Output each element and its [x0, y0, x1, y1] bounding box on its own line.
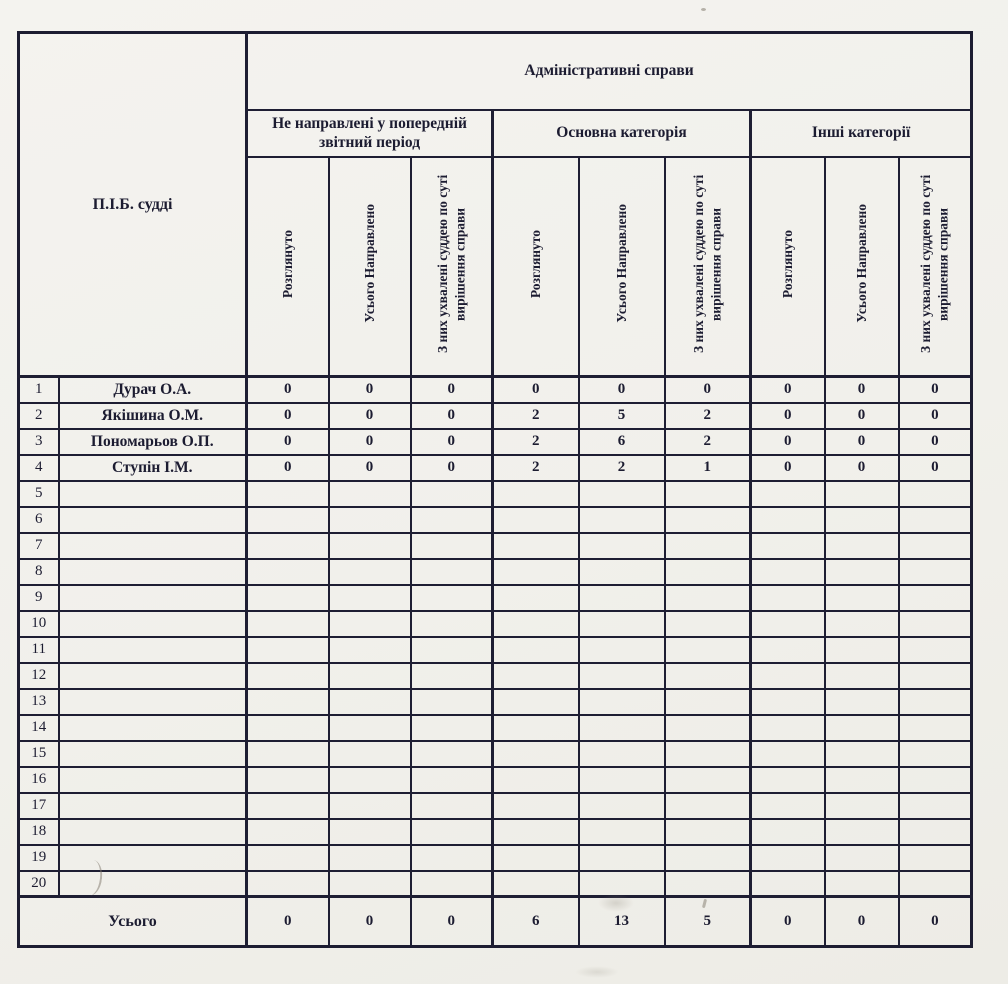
value-cell: [247, 793, 329, 819]
subcolumn-header: [493, 157, 579, 377]
value-cell: [411, 715, 493, 741]
value-cell: [899, 481, 972, 507]
value-cell: 0: [751, 403, 825, 429]
group-header-1: Не направлені у попередній звітний період: [247, 110, 493, 157]
row-number: 5: [19, 481, 59, 507]
value-cell: [825, 845, 899, 871]
scan-speck: [701, 8, 706, 11]
value-cell: [825, 715, 899, 741]
value-cell: [247, 533, 329, 559]
value-cell: 0: [899, 377, 972, 403]
value-cell: [665, 507, 751, 533]
value-cell: 0: [411, 429, 493, 455]
value-cell: [665, 663, 751, 689]
table-row: [19, 637, 972, 663]
judge-name: Дурач О.А.: [59, 377, 247, 403]
value-cell: [825, 689, 899, 715]
value-cell: [247, 481, 329, 507]
value-cell: [665, 767, 751, 793]
value-cell: [329, 741, 411, 767]
value-cell: [665, 845, 751, 871]
judge-name: Ступін І.М.: [59, 455, 247, 481]
row-number: 1: [19, 377, 59, 403]
subcolumn-header-label: З них ухвалені суддею по суті вирішення справи: [690, 174, 724, 353]
value-cell: 0: [247, 455, 329, 481]
group-header-2: Основна категорія: [493, 110, 751, 157]
table-row: [19, 845, 972, 871]
value-cell: [665, 585, 751, 611]
value-cell: [493, 767, 579, 793]
value-cell: [751, 845, 825, 871]
value-cell: [493, 663, 579, 689]
subcolumn-header-label: Усього Направлено: [361, 204, 377, 324]
value-cell: [899, 689, 972, 715]
value-cell: [493, 533, 579, 559]
judge-name: [59, 611, 247, 637]
value-cell: [825, 585, 899, 611]
scan-smudge-bottom: [575, 966, 619, 978]
subcolumn-header: [665, 157, 751, 377]
row-number: 16: [19, 767, 59, 793]
value-cell: [665, 741, 751, 767]
table-row: [19, 377, 972, 403]
row-number: 18: [19, 819, 59, 845]
row-number: 14: [19, 715, 59, 741]
table-row: [19, 663, 972, 689]
value-cell: [247, 871, 329, 897]
value-cell: [579, 845, 665, 871]
judge-name: Якішина О.М.: [59, 403, 247, 429]
value-cell: [411, 611, 493, 637]
value-cell: 0: [411, 403, 493, 429]
judge-name: [59, 715, 247, 741]
value-cell: 0: [899, 429, 972, 455]
table-row: [19, 455, 972, 481]
value-cell: [411, 793, 493, 819]
value-cell: [329, 663, 411, 689]
value-cell: [411, 481, 493, 507]
value-cell: [751, 741, 825, 767]
value-cell: 0: [329, 455, 411, 481]
value-cell: 2: [493, 403, 579, 429]
total-value-cell: 0: [247, 897, 329, 947]
value-cell: [493, 689, 579, 715]
value-cell: [665, 481, 751, 507]
row-number: 20: [19, 871, 59, 897]
value-cell: [411, 637, 493, 663]
table-row: [19, 429, 972, 455]
court-statistics-table: [17, 31, 973, 948]
value-cell: 0: [411, 455, 493, 481]
subcolumn-header-label: З них ухвалені суддею по суті вирішення справи: [434, 174, 468, 353]
value-cell: [899, 871, 972, 897]
value-cell: [411, 767, 493, 793]
table-row: [19, 689, 972, 715]
value-cell: [329, 481, 411, 507]
value-cell: 2: [665, 429, 751, 455]
row-number: 13: [19, 689, 59, 715]
value-cell: [329, 637, 411, 663]
value-cell: [247, 819, 329, 845]
value-cell: [899, 819, 972, 845]
value-cell: [493, 507, 579, 533]
value-cell: 0: [899, 403, 972, 429]
judge-name: [59, 663, 247, 689]
row-number: 17: [19, 793, 59, 819]
judge-name: [59, 637, 247, 663]
value-cell: 0: [247, 403, 329, 429]
subcolumn-header: [899, 157, 972, 377]
judge-name: [59, 819, 247, 845]
value-cell: 0: [825, 377, 899, 403]
total-row: [19, 897, 972, 947]
total-label: Усього: [19, 897, 247, 947]
table-row: [19, 507, 972, 533]
row-number: 12: [19, 663, 59, 689]
value-cell: [665, 871, 751, 897]
value-cell: 5: [579, 403, 665, 429]
value-cell: [579, 481, 665, 507]
value-cell: [665, 819, 751, 845]
value-cell: [579, 507, 665, 533]
row-number: 19: [19, 845, 59, 871]
value-cell: [751, 559, 825, 585]
table-row: [19, 793, 972, 819]
row-number: 6: [19, 507, 59, 533]
value-cell: [579, 767, 665, 793]
value-cell: [899, 507, 972, 533]
header-row-title: [19, 33, 972, 110]
value-cell: [825, 559, 899, 585]
row-number: 8: [19, 559, 59, 585]
value-cell: [493, 585, 579, 611]
value-cell: [579, 559, 665, 585]
value-cell: [579, 741, 665, 767]
value-cell: [751, 611, 825, 637]
value-cell: [825, 533, 899, 559]
total-value-cell: 5: [665, 897, 751, 947]
table-title: Адміністративні справи: [247, 33, 972, 110]
row-number: 3: [19, 429, 59, 455]
table-row: [19, 611, 972, 637]
judge-name: [59, 559, 247, 585]
row-number: 10: [19, 611, 59, 637]
value-cell: [579, 715, 665, 741]
row-number: 2: [19, 403, 59, 429]
value-cell: [825, 871, 899, 897]
value-cell: [247, 741, 329, 767]
value-cell: [493, 611, 579, 637]
value-cell: 6: [579, 429, 665, 455]
subcolumn-header: [579, 157, 665, 377]
value-cell: 0: [329, 403, 411, 429]
value-cell: [751, 481, 825, 507]
table-row: [19, 481, 972, 507]
value-cell: [493, 715, 579, 741]
value-cell: [899, 611, 972, 637]
total-value-cell: 0: [751, 897, 825, 947]
value-cell: [579, 793, 665, 819]
table-row: [19, 871, 972, 897]
judge-name: [59, 767, 247, 793]
judge-name: [59, 793, 247, 819]
value-cell: [247, 559, 329, 585]
value-cell: [247, 507, 329, 533]
value-cell: [247, 585, 329, 611]
value-cell: [247, 611, 329, 637]
value-cell: [751, 663, 825, 689]
table-row: [19, 403, 972, 429]
value-cell: [247, 637, 329, 663]
value-cell: 0: [329, 429, 411, 455]
total-value-cell: 0: [899, 897, 972, 947]
value-cell: [247, 663, 329, 689]
value-cell: 0: [825, 403, 899, 429]
subcolumn-header: [411, 157, 493, 377]
value-cell: [329, 819, 411, 845]
value-cell: [579, 689, 665, 715]
subcolumn-header-label: Усього Направлено: [853, 204, 869, 324]
value-cell: [899, 715, 972, 741]
value-cell: [751, 819, 825, 845]
value-cell: [329, 871, 411, 897]
value-cell: [579, 611, 665, 637]
row-number: 4: [19, 455, 59, 481]
value-cell: [329, 767, 411, 793]
value-cell: [411, 871, 493, 897]
value-cell: [411, 819, 493, 845]
table-row: [19, 767, 972, 793]
value-cell: [899, 663, 972, 689]
value-cell: [493, 637, 579, 663]
row-number: 11: [19, 637, 59, 663]
value-cell: 0: [493, 377, 579, 403]
value-cell: [825, 793, 899, 819]
value-cell: [665, 637, 751, 663]
subcolumn-header-label: Розглянуто: [279, 229, 295, 298]
value-cell: [899, 637, 972, 663]
value-cell: [751, 715, 825, 741]
subcolumn-header-label: Усього Направлено: [613, 204, 629, 324]
value-cell: [579, 637, 665, 663]
value-cell: [899, 559, 972, 585]
subcolumn-header: [751, 157, 825, 377]
value-cell: [825, 611, 899, 637]
value-cell: [247, 715, 329, 741]
value-cell: [411, 663, 493, 689]
value-cell: [411, 741, 493, 767]
subcolumn-header: [825, 157, 899, 377]
value-cell: [247, 845, 329, 871]
judge-name: [59, 533, 247, 559]
value-cell: 0: [329, 377, 411, 403]
value-cell: 2: [493, 429, 579, 455]
value-cell: [665, 533, 751, 559]
value-cell: 1: [665, 455, 751, 481]
value-cell: [751, 767, 825, 793]
judge-name: [59, 689, 247, 715]
value-cell: [665, 689, 751, 715]
value-cell: [411, 507, 493, 533]
value-cell: [665, 715, 751, 741]
total-value-cell: 13: [579, 897, 665, 947]
subcolumn-header-label: Розглянуто: [779, 229, 795, 298]
value-cell: [899, 845, 972, 871]
judge-name: Пономарьов О.П.: [59, 429, 247, 455]
value-cell: [579, 871, 665, 897]
value-cell: [825, 637, 899, 663]
value-cell: [329, 689, 411, 715]
value-cell: [493, 559, 579, 585]
value-cell: [825, 481, 899, 507]
table-row: [19, 585, 972, 611]
value-cell: 0: [825, 455, 899, 481]
value-cell: [411, 585, 493, 611]
value-cell: [329, 507, 411, 533]
value-cell: [751, 533, 825, 559]
subcolumn-header-label: З них ухвалені суддею по суті вирішення справи: [918, 174, 951, 353]
value-cell: [247, 689, 329, 715]
value-cell: 0: [247, 429, 329, 455]
value-cell: [825, 767, 899, 793]
value-cell: [665, 611, 751, 637]
value-cell: [493, 871, 579, 897]
value-cell: [247, 767, 329, 793]
value-cell: [579, 585, 665, 611]
value-cell: [411, 689, 493, 715]
value-cell: [329, 793, 411, 819]
table-row: [19, 533, 972, 559]
value-cell: 0: [825, 429, 899, 455]
value-cell: [411, 845, 493, 871]
value-cell: 0: [411, 377, 493, 403]
value-cell: [899, 793, 972, 819]
judge-name: [59, 585, 247, 611]
table-row: [19, 741, 972, 767]
value-cell: [751, 507, 825, 533]
value-cell: [899, 533, 972, 559]
value-cell: [825, 819, 899, 845]
group-header-3: Інші категорії: [751, 110, 972, 157]
value-cell: [825, 741, 899, 767]
value-cell: 0: [899, 455, 972, 481]
value-cell: [751, 871, 825, 897]
value-cell: 0: [751, 377, 825, 403]
value-cell: 0: [247, 377, 329, 403]
value-cell: [579, 819, 665, 845]
value-cell: [665, 793, 751, 819]
value-cell: [493, 793, 579, 819]
value-cell: 0: [751, 455, 825, 481]
value-cell: [411, 559, 493, 585]
value-cell: [493, 819, 579, 845]
value-cell: 2: [665, 403, 751, 429]
row-number: 15: [19, 741, 59, 767]
total-value-cell: 0: [411, 897, 493, 947]
table-row: [19, 715, 972, 741]
value-cell: [751, 793, 825, 819]
value-cell: [329, 559, 411, 585]
table-row: [19, 819, 972, 845]
total-value-cell: 0: [825, 897, 899, 947]
value-cell: [329, 845, 411, 871]
value-cell: 0: [665, 377, 751, 403]
scan-smudge: [598, 894, 634, 912]
total-value-cell: 0: [329, 897, 411, 947]
value-cell: [751, 585, 825, 611]
name-column-header: П.І.Б. судді: [19, 33, 247, 377]
judge-name: [59, 507, 247, 533]
value-cell: 0: [579, 377, 665, 403]
value-cell: [579, 663, 665, 689]
judge-name: [59, 741, 247, 767]
value-cell: [751, 637, 825, 663]
value-cell: 2: [579, 455, 665, 481]
value-cell: [899, 767, 972, 793]
value-cell: [329, 611, 411, 637]
value-cell: [329, 585, 411, 611]
value-cell: [899, 585, 972, 611]
value-cell: [751, 689, 825, 715]
row-number: 7: [19, 533, 59, 559]
value-cell: [665, 559, 751, 585]
value-cell: [579, 533, 665, 559]
value-cell: [493, 845, 579, 871]
value-cell: 2: [493, 455, 579, 481]
judge-name: [59, 481, 247, 507]
row-number: 9: [19, 585, 59, 611]
total-value-cell: 6: [493, 897, 579, 947]
value-cell: [493, 481, 579, 507]
table-row: [19, 559, 972, 585]
value-cell: 0: [751, 429, 825, 455]
value-cell: [899, 741, 972, 767]
value-cell: [825, 507, 899, 533]
subcolumn-header: [329, 157, 411, 377]
subcolumn-header-label: Розглянуто: [527, 229, 543, 298]
value-cell: [825, 663, 899, 689]
value-cell: [329, 533, 411, 559]
value-cell: [493, 741, 579, 767]
value-cell: [411, 533, 493, 559]
subcolumn-header: [247, 157, 329, 377]
value-cell: [329, 715, 411, 741]
